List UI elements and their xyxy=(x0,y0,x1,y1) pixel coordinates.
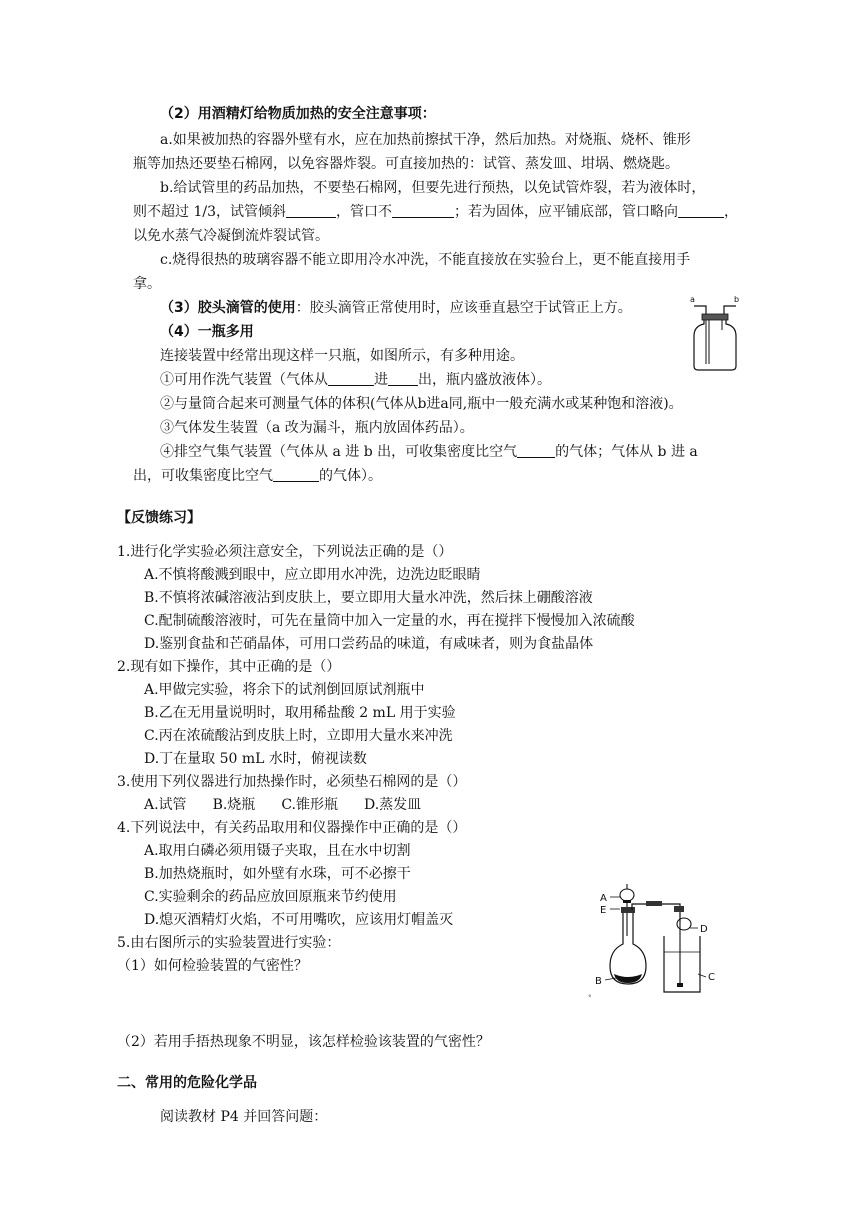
section-2-heading: 二、常用的危险化学品 xyxy=(117,1075,257,1091)
s4-item4-line2 xyxy=(133,465,382,487)
fig-label-E: E xyxy=(600,905,607,916)
q3-option-c: C.锥形瓶 xyxy=(281,797,338,813)
s4-item2: ②与量筒合起来可测量气体的体积(气体从b进a同,瓶中一般充满水或某种饱和溶液)。 xyxy=(160,396,683,412)
s4-item1-b: 进 xyxy=(374,372,388,388)
q3-option-d: D.蒸发皿 xyxy=(363,797,422,813)
question-2: 2.现有如下操作，其中正确的是（） xyxy=(117,659,341,675)
s2-a-line1: a.如果被加热的容器外壁有水，应在加热前擦拭干净，然后加热。对烧瓶、烧杯、锥形 xyxy=(160,132,691,148)
section-4-title: （4）一瓶多用 xyxy=(160,324,254,340)
blank-density-1[interactable] xyxy=(517,443,555,458)
s4-item4-a: ④排空气集气装置（气体从 a 进 b 出，可收集密度比空气 xyxy=(160,444,518,460)
q2-option-d: D.丁在量取 50 mL 水时，俯视读数 xyxy=(144,751,367,767)
s4-item1 xyxy=(160,369,551,391)
section-2-title: （2）用酒精灯给物质加热的安全注意事项： xyxy=(160,106,436,122)
q3-option-a: A.试管 xyxy=(144,797,187,813)
fig-label-b: b xyxy=(734,295,740,304)
section-3-text: ：胶头滴管正常使用时，应该垂直悬空于试管正上方。 xyxy=(295,300,632,316)
section-3-title: （3）胶头滴管的使用 xyxy=(160,300,296,316)
question-5: 5.由右图所示的实验装置进行实验： xyxy=(117,935,341,951)
q1-option-a: A.不慎将酸溅到眼中，应立即用水冲洗，边洗边眨眼睛 xyxy=(144,567,481,583)
q1-option-b: B.不慎将浓碱溶液沾到皮肤上，要立即用大量水冲洗，然后抹上硼酸溶液 xyxy=(144,590,593,606)
q2-option-b: B.乙在无用量说明时，取用稀盐酸 2 mL 用于实验 xyxy=(144,705,456,721)
blank-direction[interactable] xyxy=(678,203,724,218)
q4-option-b: B.加热烧瓶时，如外壁有水珠，可不必擦干 xyxy=(144,866,411,882)
gas-bottle-figure xyxy=(686,292,746,374)
blank-in[interactable] xyxy=(328,371,374,386)
q1-option-d: D.鉴别食盐和芒硝晶体，可用口尝药品的味道，有咸味者，则为食盐晶体 xyxy=(144,636,594,652)
s2-c-line2: 拿。 xyxy=(133,276,161,292)
blank-density-2[interactable] xyxy=(273,467,319,482)
question-3: 3.使用下列仪器进行加热操作时，必须垫石棉网的是（） xyxy=(117,774,467,790)
fig-label-D: D xyxy=(700,924,708,935)
q4-option-a: A.取用白磷必须用镊子夹取，且在水中切割 xyxy=(144,843,411,859)
s2-b2-text-b: ，管口不 xyxy=(335,204,392,220)
s4-item4-d: 的气体）。 xyxy=(319,468,382,484)
q4-option-d: D.熄灭酒精灯火焰，不可用嘴吹，应该用灯帽盖灭 xyxy=(144,912,454,928)
s2-b2-text-d: ， xyxy=(723,204,738,220)
question-1: 1.进行化学实验必须注意安全，下列说法正确的是（） xyxy=(117,544,453,560)
fig-label-A: A xyxy=(600,893,607,904)
q3-options xyxy=(144,794,447,816)
section-2-text: 阅读教材 P4 并回答问题： xyxy=(160,1109,328,1125)
blank-tilt[interactable] xyxy=(286,203,336,218)
s2-b-line2 xyxy=(133,201,738,223)
s4-item1-a: ①可用作洗气装置（气体从 xyxy=(160,372,328,388)
q2-option-c: C.丙在浓硫酸沾到皮肤上时，立即用大量水来冲洗 xyxy=(144,728,453,744)
s2-a-line2: 瓶等加热还要垫石棉网，以免容器炸裂。可直接加热的：试管、蒸发皿、坩埚、燃烧匙。 xyxy=(133,156,679,172)
fig-label-C: C xyxy=(708,972,715,983)
q3-option-b: B.烧瓶 xyxy=(212,797,256,813)
q2-option-a: A.甲做完实验，将余下的试剂倒回原试剂瓶中 xyxy=(144,682,425,698)
q1-option-c: C.配制硫酸溶液时，可先在量筒中加入一定量的水，再在搅拌下慢慢加入浓硫酸 xyxy=(144,613,635,629)
s2-b2-text-c: ；若为固体，应平铺底部，管口略向 xyxy=(453,204,678,220)
blank-mouth[interactable] xyxy=(392,203,454,218)
s4-item1-c: 出，瓶内盛放液体）。 xyxy=(418,372,551,388)
s4-item4-b: 的气体；气体从 b 进 a xyxy=(555,444,698,460)
s4-item4-c: 出，可收集密度比空气 xyxy=(133,468,273,484)
s4-intro: 连接装置中经常出现这样一只瓶，如图所示，有多种用途。 xyxy=(160,348,524,364)
svg-text:°: ° xyxy=(588,994,592,1002)
s2-b-line1: b.给试管里的药品加热，不要垫石棉网，但要先进行预热，以免试管炸裂，若为液体时， xyxy=(160,180,706,196)
q5-part-1: （1）如何检验装置的气密性？ xyxy=(117,958,308,974)
question-4: 4.下列说法中，有关药品取用和仪器操作中正确的是（） xyxy=(117,820,467,836)
s4-item3: ③气体发生装置（a 改为漏斗，瓶内放固体药品）。 xyxy=(160,420,474,436)
apparatus-figure xyxy=(588,880,724,1004)
fig-label-a: a xyxy=(690,295,695,304)
s2-b2-text-a: 则不超过 1/3，试管倾斜 xyxy=(133,204,286,220)
fig-label-B: B xyxy=(595,976,602,987)
feedback-heading: 【反馈练习】 xyxy=(117,510,201,526)
s4-item4-line1 xyxy=(160,441,698,463)
q5-part-2: （2）若用手捂热现象不明显，该怎样检验该装置的气密性？ xyxy=(117,1034,490,1050)
blank-out[interactable] xyxy=(388,371,418,386)
s2-c-line1: c.烧得很热的玻璃容器不能立即用冷水冲洗，不能直接放在实验台上，更不能直接用手 xyxy=(160,252,691,268)
s2-b-line3: 以免水蒸气冷凝倒流炸裂试管。 xyxy=(133,228,329,244)
q4-option-c: C.实验剩余的药品应放回原瓶来节约使用 xyxy=(144,889,397,905)
section-3-line xyxy=(160,297,632,319)
